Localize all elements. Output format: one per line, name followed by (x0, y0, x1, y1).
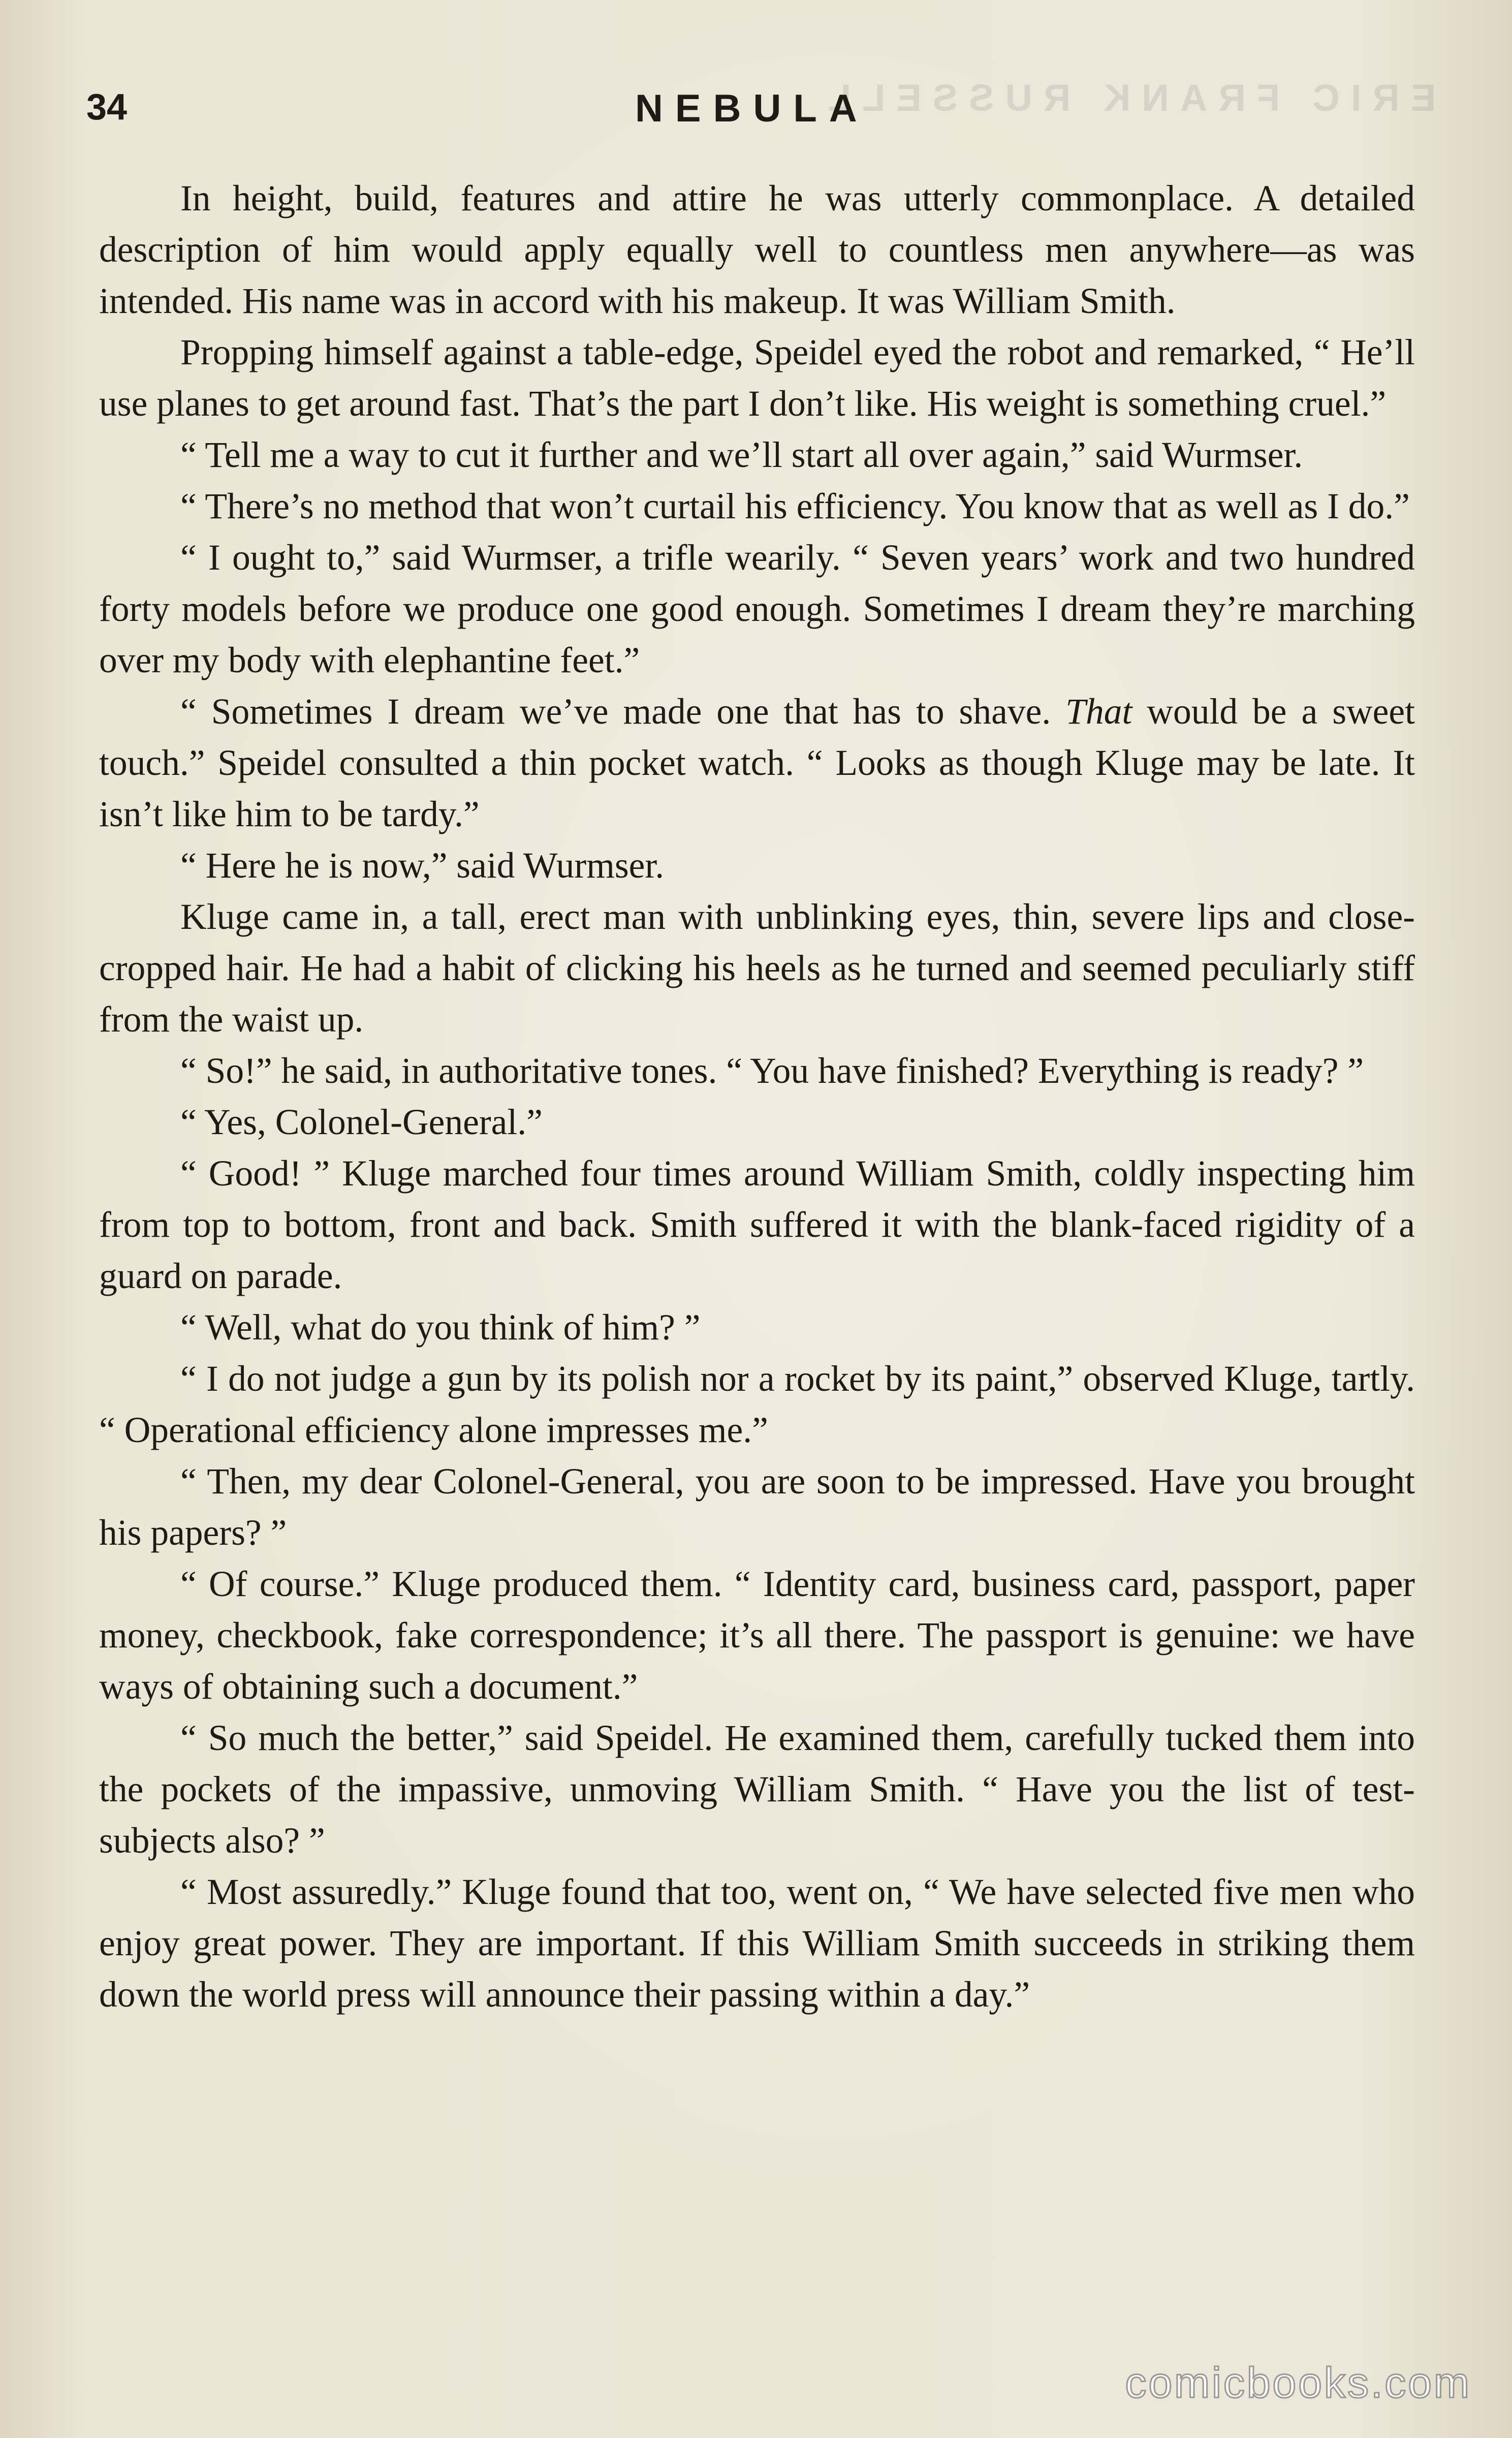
paragraph: “ I ought to,” said Wurmser, a trifle wearily. “ Seven years’ work and two hundred forty models before we produce one good enough. Sometimes I dream they’re marching over my body with elephantine feet.” (99, 538, 1415, 680)
page-number: 34 (86, 87, 128, 128)
paragraph: “ Here he is now,” said Wurmser. (180, 846, 665, 886)
running-head: NEBULA (635, 87, 869, 130)
site-watermark: comicbooks.com (1125, 2359, 1471, 2406)
paragraph: “ So!” he said, in authoritative tones. “ You have finished? Everything is ready? ” (180, 1051, 1364, 1091)
body-text (99, 173, 1415, 2020)
bleed-through-text: ERIC FRANK RUSSELL (816, 77, 1436, 119)
paragraph-text: would be a sweet touch.” Speidel consulted a thin pocket watch. “ Looks as though Kluge may be late. It isn’t like him to be tardy.” (99, 692, 1415, 834)
page-header (86, 76, 1426, 137)
paragraph (99, 686, 1415, 840)
paragraph: “ I do not judge a gun by its polish nor a rocket by its paint,” observed Kluge, tartly. “ Operational efficiency alone impresses me.” (99, 1359, 1415, 1450)
paragraph: “ Well, what do you think of him? ” (180, 1307, 701, 1348)
paragraph: “ Yes, Colonel-General.” (180, 1102, 543, 1142)
emphasized-word: That (1065, 692, 1132, 732)
paragraph: In height, build, features and attire he was utterly commonplace. A detailed description of him would apply equally well to countless men anywhere—as was intended. His name was in accord with his makeup. It was William Smith. (99, 178, 1415, 321)
paragraph: “ Tell me a way to cut it further and we’ll start all over again,” said Wurmser. (180, 435, 1303, 475)
paragraph: “ So much the better,” said Speidel. He examined them, carefully tucked them into the pockets of the impassive, unmoving William Smith. “ Have you the list of test-subjects also? ” (99, 1718, 1415, 1861)
paragraph: “ Of course.” Kluge produced them. “ Identity card, business card, passport, paper money, checkbook, fake correspondence; it’s all there. The passport is genuine: we have ways of obtaining such a document.” (99, 1564, 1415, 1707)
paragraph: “ There’s no method that won’t curtail his efficiency. You know that as well as I do.” (180, 486, 1410, 526)
paragraph: “ Then, my dear Colonel-General, you are soon to be impressed. Have you brought his papers? ” (99, 1461, 1415, 1553)
paragraph: Kluge came in, a tall, erect man with unblinking eyes, thin, severe lips and close-cropped hair. He had a habit of clicking his heels as he turned and seemed peculiarly stiff from the waist up. (99, 897, 1415, 1040)
paragraph: “ Most assuredly.” Kluge found that too, went on, “ We have selected five men who enjoy great power. They are important. If this William Smith succeeds in striking them down the world press will announce their passing within a day.” (99, 1872, 1415, 2015)
paragraph-text: “ Sometimes I dream we’ve made one that has to shave. (180, 692, 1066, 732)
paragraph: Propping himself against a table-edge, Speidel eyed the robot and remarked, “ He’ll use planes to get around fast. That’s the part I don’t like. His weight is something cruel.” (99, 332, 1415, 424)
paragraph: “ Good! ” Kluge marched four times around William Smith, coldly inspecting him from top to bottom, front and back. Smith suffered it with the blank-faced rigidity of a guard on parade. (99, 1153, 1415, 1296)
